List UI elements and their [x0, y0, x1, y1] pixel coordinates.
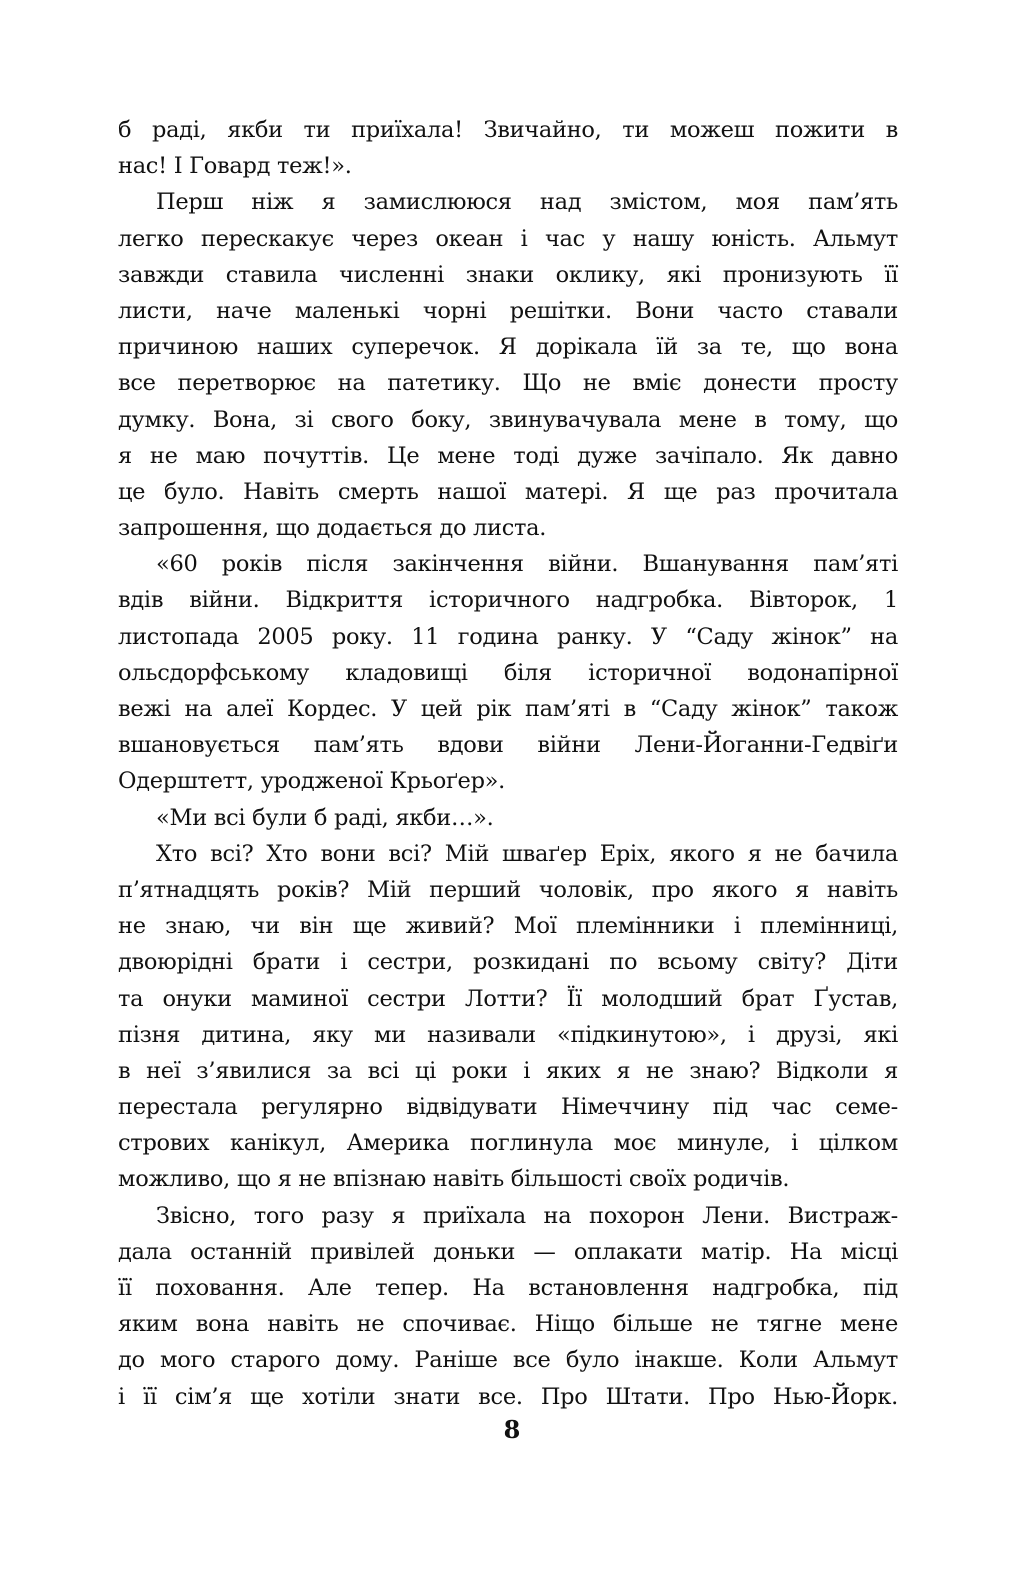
text-line: нас! І Говард теж!». [118, 153, 352, 180]
text-line: перестала регулярно відвідувати Німеччину під час семе- [118, 1094, 898, 1121]
paragraph-6 [118, 1198, 898, 1415]
text-line: Перш ніж я замислююся над змістом, моя пам’ять [156, 189, 898, 216]
text-line: п’ятнадцять років? Мій перший чоловік, про якого я навіть [118, 876, 898, 903]
text-line: думку. Вона, зі свого боку, звинувачувала мене в тому, що [118, 406, 898, 433]
paragraph-2 [118, 184, 898, 546]
text-line: стрових канікул, Америка поглинула моє минуле, і цілком [118, 1130, 898, 1157]
text-line: не знаю, чи він ще живий? Мої племінники і племінниці, [118, 913, 898, 940]
text-line: причиною наших суперечок. Я дорікала їй за те, що вона [118, 334, 898, 361]
text-line: вшановується пам’ять вдови війни Лени-Йоганни-Гедвіґи [118, 732, 898, 759]
paragraph-4 [118, 800, 898, 836]
text-line: Звісно, того разу я приїхала на похорон Лени. Вистраж- [156, 1202, 898, 1229]
paragraph-3 [118, 546, 898, 799]
text-line: Одерштетт, уродженої Крьоґер». [118, 768, 505, 795]
text-line: вежі на алеї Кордес. У цей рік пам’яті в “Саду жінок” також [118, 696, 898, 722]
text-line: до мого старого дому. Раніше все було інакше. Коли Альмут [118, 1347, 898, 1374]
text-line: дала останній привілей доньки — оплакати матір. На місці [118, 1238, 898, 1265]
page-body [118, 112, 898, 1415]
text-line: ольсдорфському кладовищі біля історичної водонапірної [118, 659, 898, 686]
text-line: вдів війни. Відкриття історичного надгробка. Вівторок, 1 [118, 587, 898, 614]
text-line: і її сім’я ще хотіли знати все. Про Штати. Про Нью-Йорк. [118, 1383, 898, 1410]
page-number: 8 [503, 1415, 521, 1444]
paragraph-1 [118, 112, 898, 184]
text-line: та онуки маминої сестри Лотти? Її молодший брат Ґустав, [118, 985, 898, 1012]
text-line: Хто всі? Хто вони всі? Мій шваґер Еріх, якого я не бачила [156, 840, 898, 867]
text-line: все перетворює на патетику. Що не вміє донести просту [118, 370, 898, 397]
text-line: запрошення, що додається до листа. [118, 515, 547, 542]
text-line: яким вона навіть не спочиває. Ніщо більше не тягне мене [118, 1311, 898, 1338]
text-line: листи, наче маленькі чорні решітки. Вони часто ставали [118, 297, 898, 324]
text-line: в неї з’явилися за всі ці роки і яких я не знаю? Відколи я [118, 1057, 898, 1084]
text-line: двоюрідні брати і сестри, розкидані по всьому світу? Діти [118, 949, 898, 976]
text-line: листопада 2005 року. 11 година ранку. У “Саду жінок” на [118, 623, 898, 650]
text-line: «60 років після закінчення війни. Вшанування пам’яті [156, 551, 898, 578]
text-line: завжди ставила численні знаки оклику, які пронизують її [118, 261, 898, 288]
text-line: пізня дитина, яку ми називали «підкинутою», і друзі, які [118, 1021, 898, 1048]
text-line: легко перескакує через океан і час у нашу юність. Альмут [118, 225, 898, 252]
text-line: можливо, що я не впізнаю навіть більшості своїх родичів. [118, 1166, 790, 1193]
text-line: «Ми всі були б раді, якби…». [156, 804, 494, 831]
text-line: це було. Навіть смерть нашої матері. Я ще раз прочитала [118, 478, 898, 505]
paragraph-5 [118, 836, 898, 1198]
text-line: я не маю почуттів. Це мене тоді дуже зачіпало. Як давно [118, 442, 898, 469]
text-line: її поховання. Але тепер. На встановлення надгробка, під [118, 1275, 898, 1301]
text-line: б раді, якби ти приїхала! Звичайно, ти можеш пожити в [118, 117, 898, 143]
